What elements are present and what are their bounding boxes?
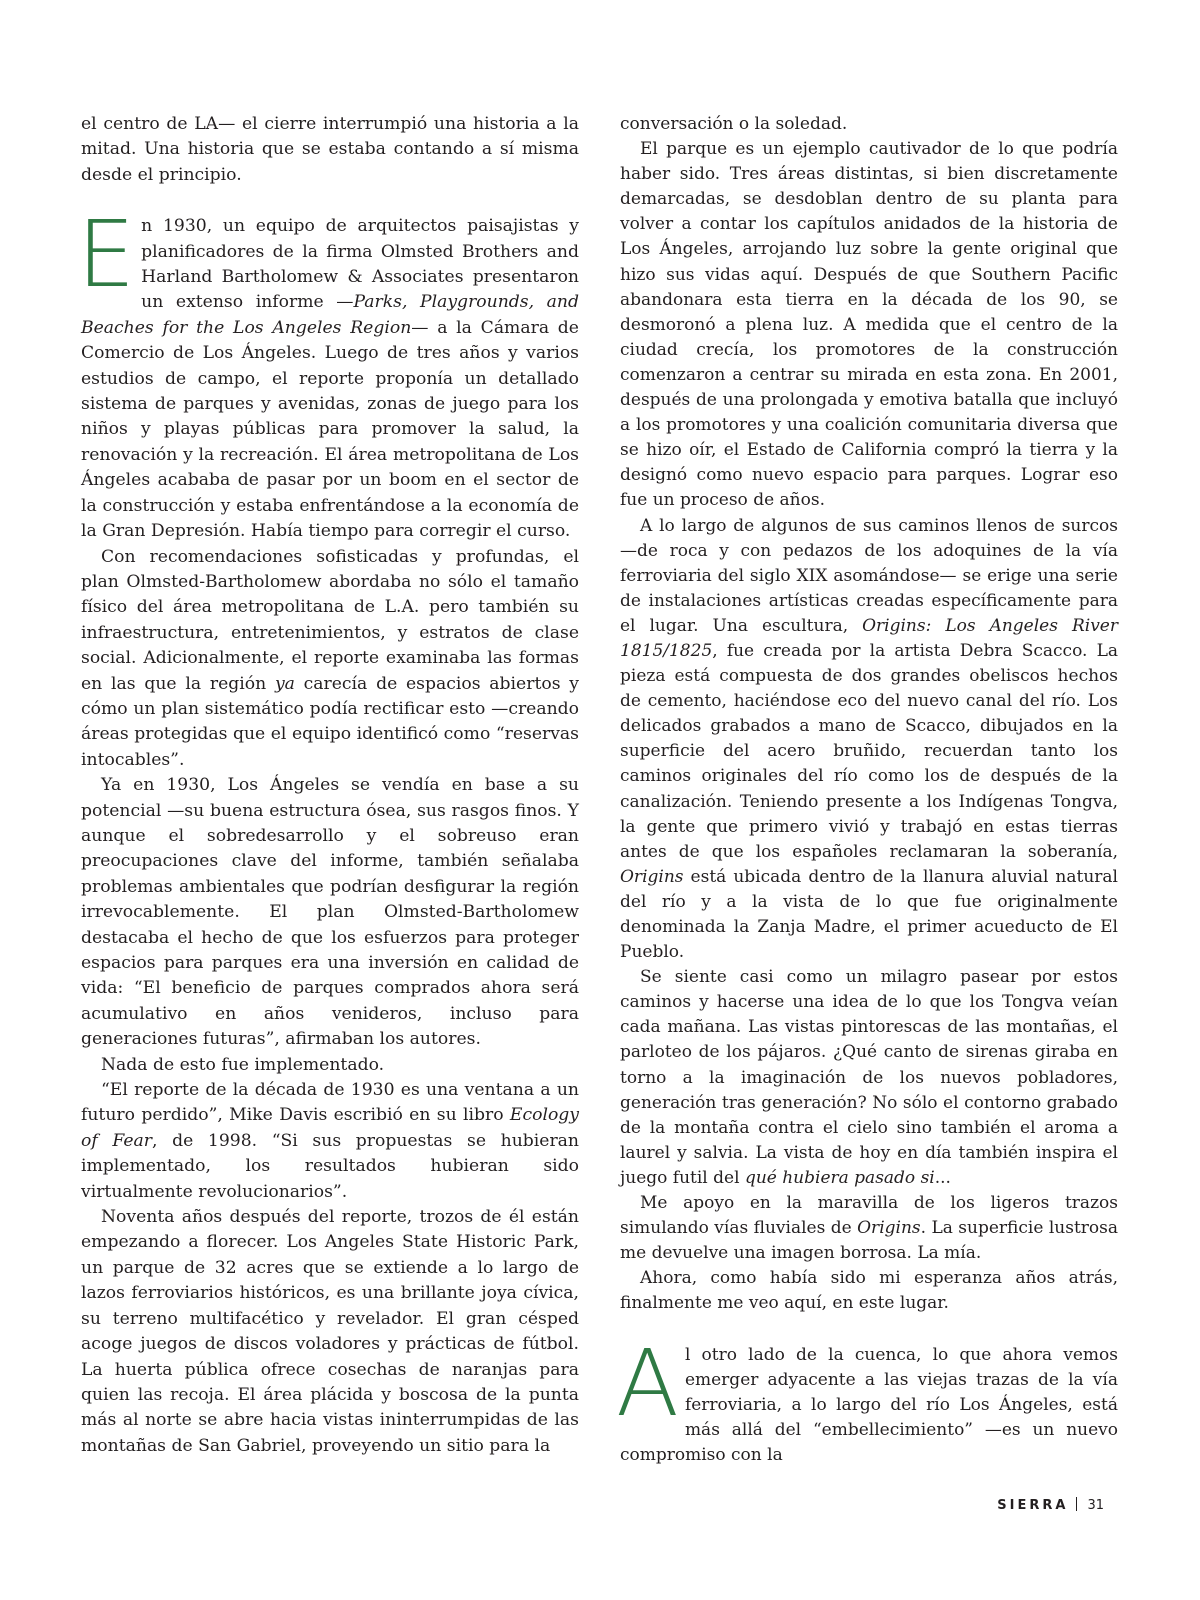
paragraph [620,965,1118,1191]
text-run: — a la Cámara de Comercio de Los Ángeles. Luego de tres años y varios estudios de campo, el reporte proponía un detallado sistema de parques y avenidas, zonas de juego para los niños y playas públicas para promover la salud, la renovación y la recreación. El área metropolitana de Los Ángeles acababa de pasar por un boom en el sector de la construcción y estaba enfrentándose a la economía de la Gran Depresión. Había tiempo para corregir el curso. [81,317,579,542]
text-run: l otro lado de la cuenca, lo que ahora vemos emerger adyacente a las viejas trazas de la vía ferroviaria, a lo largo del río Los Ángeles, está más allá del “embellecimiento” —es un nuevo compromiso con la [620,1344,1118,1465]
italic-title: Ecology of Fear [81,1105,579,1151]
text-run: A lo largo de algunos de sus caminos llenos de surcos —de roca y con pedazos de los adoquines de la vía ferroviaria del siglo XIX asomándose— se erige una serie de instalaciones artísticas creadas específicamente para el lugar. Una escultura, [620,515,1118,636]
text-run: , fue creada por la artista Debra Scacco. La pieza está compuesta de dos grandes obeliscos hechos de cemento, haciéndose eco del nuevo canal del río. Los delicados grabados a mano de Scacco, dibujados en la superficie del acero bruñido, recuerdan tanto los caminos originales del río como los de después de la canalización. Teniendo presente a los Indígenas Tongva, la gente que primero vivió y trabajó en estas tierras antes de que los españoles reclamaran la soberanía, [620,640,1118,862]
left-column [77,112,579,1459]
right-column [616,112,1118,1468]
italic-title: Origins [620,866,684,887]
text-run: n 1930, un equipo de arquitectos paisajistas y planificadores de la firma Olmsted Brothers and Harland Bartholomew & Associates presentaron un extenso informe — [141,216,579,313]
text-run: Con recomendaciones sofisticadas y profundas, el plan Olmsted-Bartholomew abordaba no sólo el tamaño físico del área metropolitana de L.A. pero también su infraestructura, entretenimientos, y estratos de clase social. Adicionalmente, el reporte examinaba las formas en las que la región [81,546,579,694]
italic-text: ya [274,673,295,694]
drop-cap: E [77,201,136,309]
drop-cap: A [616,1329,679,1437]
page-footer [997,1497,1104,1513]
paragraph [620,1191,1118,1266]
paragraph: Ahora, como había sido mi esperanza años atrás, finalmente me veo aquí, en este lugar. [620,1268,1118,1314]
paragraph [77,201,579,544]
text-run: Me apoyo en la maravilla de los ligeros trazos simulando vías fluviales de [620,1193,1118,1239]
paragraph: conversación o la soledad. [620,114,848,134]
text-run: está ubicada dentro de la llanura aluvial natural del río y a la vista de lo que fue originalmente denominada la Zanja Madre, el primer acueducto de El Pueblo. [620,866,1118,963]
text-run: “El reporte de la década de 1930 es una ventana a un futuro perdido”, Mike Davis escribió en su libro [81,1080,579,1126]
paragraph [616,1329,1118,1468]
page-number: 31 [1087,1498,1104,1513]
paragraph: el centro de LA— el cierre interrumpió una historia a la mitad. Una historia que se estaba contando a sí misma desde el principio. [81,114,579,185]
paragraph [81,1078,579,1205]
text-run: , de 1998. “Si sus propuestas se hubieran implementado, los resultados hubieran sido virtualmente revolucionarios”. [81,1130,579,1202]
text-run: . La superficie lustrosa me devuelve una imagen borrosa. La mía. [620,1218,1118,1264]
paragraph: Ya en 1930, Los Ángeles se vendía en base a su potencial —su buena estructura ósea, sus rasgos finos. Y aunque el sobredesarrollo y el sobreuso eran preocupaciones clave del informe, también señalaba problemas ambientales que podrían desfigurar la región irrevocablemente. El plan Olmsted-Bartholomew destacaba el hecho de que los esfuerzos para proteger espacios para parques era una inversión en calidad de vida: “El beneficio de parques comprados ahora será acumulativo en años venideros, incluso para generaciones futuras”, afirmaban los autores. [81,775,579,1050]
divider [1076,1497,1077,1511]
italic-title: Parks, Playgrounds, and Beaches for the Los Angeles Region [81,292,579,338]
italic-text: qué hubiera pasado si [744,1167,935,1188]
text-run: ... [934,1167,951,1188]
text-run: carecía de espacios abiertos y cómo un plan sistemático podía rectificar esto —creando áreas protegidas que el equipo identificó como “reservas intocables”. [81,673,579,770]
paragraph: El parque es un ejemplo cautivador de lo que podría haber sido. Tres áreas distintas, si bien discretamente demarcadas, se desdoblan dentro de su planta para volver a contar los capítulos anidados de la historia de Los Ángeles, arrojando luz sobre la gente original que hizo sus vidas aquí. Después de que Southern Pacific abandonara esta tierra en la década de los 90, se desmoronó a plena luz. A medida que el centro de la ciudad crecía, los promotores de la construcción comenzaron a centrar su mirada en esta zona. En 2001, después de una prolongada y emotiva batalla que incluyó a los promotores y una coalición comunitaria diversa que se hizo oír, el Estado de California compró la tierra y la designó como nuevo espacio para parques. Lograr eso fue un proceso de años. [620,139,1118,511]
italic-title: Origins: Los Angeles River 1815/1825 [620,615,1118,661]
italic-title: Origins [857,1218,921,1239]
magazine-name: SIERRA [997,1498,1069,1513]
paragraph [81,545,579,774]
paragraph: Nada de esto fue implementado. [101,1054,385,1075]
paragraph: Noventa años después del reporte, trozos de él están empezando a florecer. Los Angeles State Historic Park, un parque de 32 acres que se extiende a lo largo de lazos ferroviarios históricos, es una brillante joya cívica, su terreno multifacético y revelador. El gran césped acoge juegos de discos voladores y prácticas de fútbol. La huerta pública ofrece cosechas de naranjas para quien las recoja. El área plácida y boscosa de la punta más al norte se abre hacia vistas ininterrumpidas de las montañas de San Gabriel, proveyendo un sitio para la [81,1207,579,1456]
text-run: Se siente casi como un milagro pasear por estos caminos y hacerse una idea de lo que los Tongva veían cada mañana. Las vistas pintorescas de las montañas, el parloteo de los pájaros. ¿Qué canto de sirenas giraba en torno a la imaginación de los nuevos pobladores, generación tras generación? No sólo el contorno grabado de la montaña contra el cielo sino también el aroma a laurel y salvia. La vista de hoy en día también inspira el juego futil del [620,967,1118,1188]
paragraph [620,514,1118,966]
